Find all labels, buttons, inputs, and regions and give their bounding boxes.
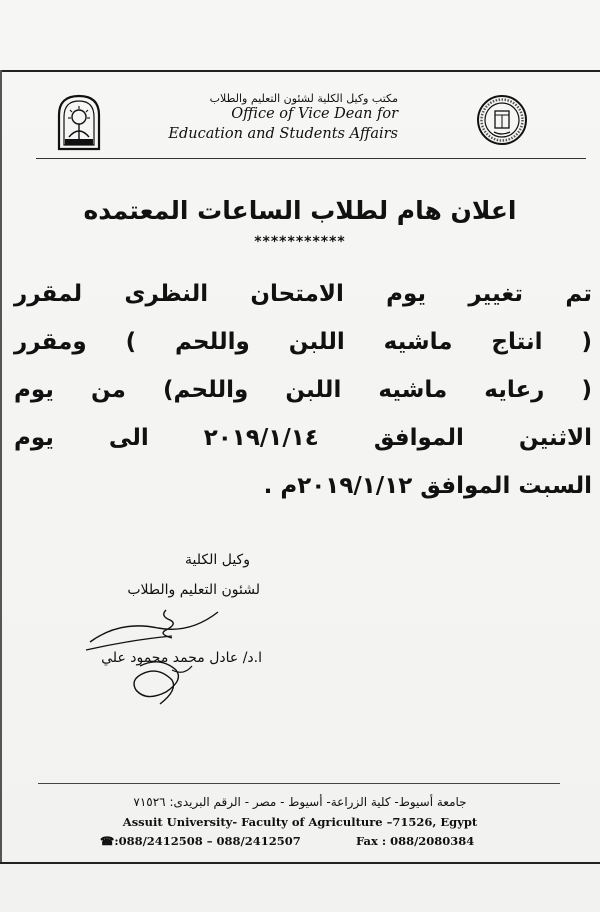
body-line: ( رعايه ماشيه اللبن واللحم) من يوم [14,377,592,403]
title-separator: *********** [254,234,346,250]
signatory-role-line1: وكيل الكلية [185,552,250,568]
footer-phone [100,834,301,848]
top-border [0,70,600,72]
telephone-icon: ☎ [100,834,115,848]
announcement-body [14,270,592,510]
footer-fax: Fax : 088/2080384 [356,834,475,848]
announcement-title: اعلان هام لطلاب الساعات المعتمده [83,196,517,225]
signatory-name: ا.د/ عادل محمد محمود علي [101,650,262,666]
left-border [0,70,2,864]
header-english-line2: Education and Students Affairs [168,126,398,142]
body-line: الاثنين الموافق ٢٠١٩/١/١٤ الى يوم [14,425,592,451]
faculty-emblem-icon [56,93,102,151]
footer-divider [38,783,560,784]
signatory-role-line2: لشئون التعليم والطلاب [127,582,260,598]
footer-english-address: Assuit University- Faculty of Agriculture –71526, Egypt [122,815,478,829]
university-seal-icon [476,94,528,146]
body-line: السبت الموافق ٢٠١٩/١/١٢م . [263,473,592,499]
header-arabic-office: مكتب وكيل الكلية لشئون التعليم والطلاب [209,92,398,105]
body-line: تم تغيير يوم الامتحان النظرى لمقرر [14,281,592,307]
header-divider [36,158,586,159]
header-english-line1: Office of Vice Dean for [231,106,398,122]
body-line: ( انتاج ماشيه اللبن واللحم ) ومقرر [14,329,592,355]
bottom-border [0,862,600,864]
footer-phone-numbers: :088/2412508 – 088/2412507 [114,834,301,848]
footer-arabic-address: جامعة أسيوط- كلية الزراعة- أسيوط - مصر - الرقم البريدى: ٧١٥٢٦ [133,795,467,809]
